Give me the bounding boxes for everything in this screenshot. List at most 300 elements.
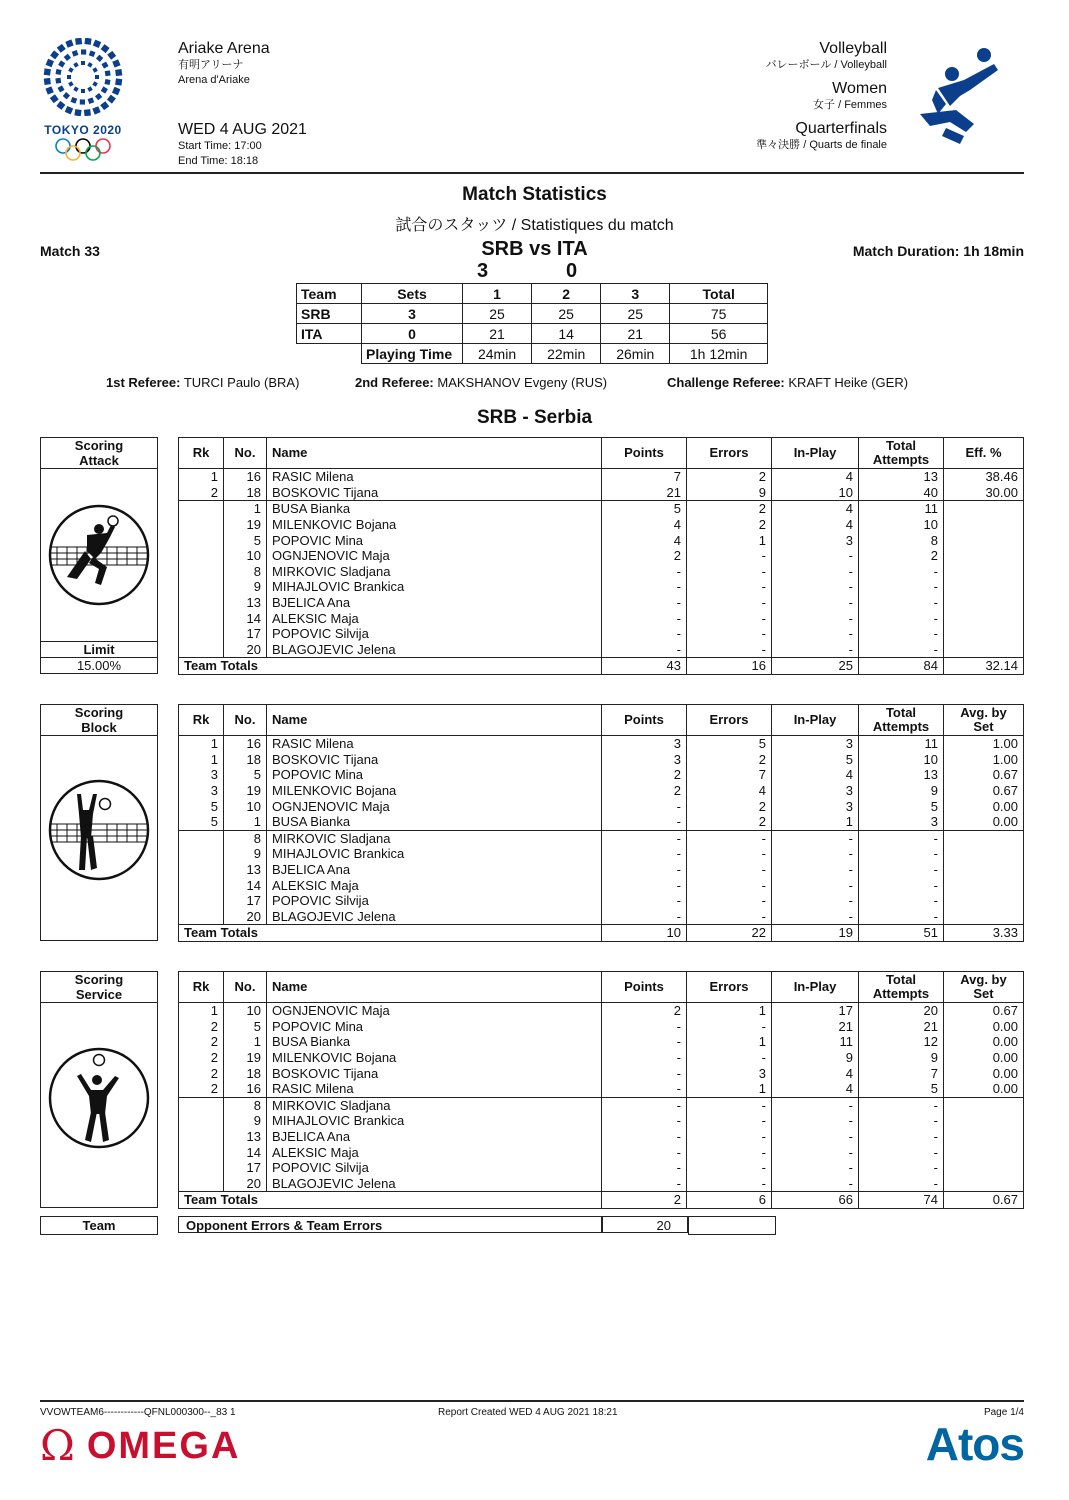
games-logo-text: TOKYO 2020: [44, 123, 122, 137]
points-cell: -: [602, 1081, 687, 1097]
inplay-cell: 9: [772, 1050, 859, 1066]
points-cell: 7: [602, 469, 687, 485]
rank-cell: [179, 893, 224, 909]
col-points: Points: [602, 705, 687, 736]
points-cell: -: [602, 595, 687, 611]
points-cell: 2: [602, 1003, 687, 1019]
number-cell: 13: [224, 862, 267, 878]
team-errors-value: 20: [602, 1216, 688, 1233]
match-teams: SRB vs ITA: [481, 238, 588, 260]
errors-cell: -: [687, 846, 772, 862]
col-total-attempts: Total Attempts: [859, 438, 944, 469]
player-name-cell: ALEKSIC Maja: [267, 1144, 602, 1160]
attempts-cell: -: [859, 846, 944, 862]
phase-name-sub: 準々決勝 / Quarts de finale: [756, 139, 887, 151]
points-cell: 5: [602, 501, 687, 517]
team-totals-cell: 16: [687, 658, 772, 675]
stat-cell: [944, 1176, 1024, 1192]
playing-time-label: Playing Time: [362, 344, 463, 364]
attempts-cell: -: [859, 909, 944, 925]
number-cell: 9: [224, 1113, 267, 1129]
player-row: [179, 564, 1024, 580]
stat-cell: 38.46: [944, 469, 1024, 485]
service-header-row: [179, 972, 1024, 1003]
col-points: Points: [602, 438, 687, 469]
errors-cell: -: [687, 1144, 772, 1160]
rank-cell: 1: [179, 469, 224, 485]
errors-cell: 3: [687, 1065, 772, 1081]
player-row: [179, 1160, 1024, 1176]
attack-side-bottom: Attack: [79, 453, 119, 468]
player-name-cell: POPOVIC Silvija: [267, 626, 602, 642]
block-header-row: [179, 705, 1024, 736]
inplay-cell: -: [772, 830, 859, 846]
player-row: [179, 501, 1024, 517]
inplay-cell: -: [772, 1129, 859, 1145]
rank-cell: 5: [179, 798, 224, 814]
player-row: [179, 1034, 1024, 1050]
attempts-cell: -: [859, 610, 944, 626]
number-cell: 10: [224, 548, 267, 564]
sets-header-total: Total: [670, 284, 768, 304]
rank-cell: 2: [179, 1019, 224, 1035]
number-cell: 16: [224, 469, 267, 485]
team-totals-cell: 10: [602, 925, 687, 942]
date-block: [178, 121, 307, 169]
attempts-cell: 8: [859, 532, 944, 548]
team-totals-cell: 6: [687, 1192, 772, 1209]
stat-cell: 1.00: [944, 736, 1024, 752]
inplay-cell: 4: [772, 501, 859, 517]
stat-cell: 0.00: [944, 798, 1024, 814]
header-divider: [40, 172, 1024, 174]
challenge-referee: [667, 375, 908, 390]
inplay-cell: -: [772, 642, 859, 658]
rank-cell: [179, 1097, 224, 1113]
inplay-cell: -: [772, 909, 859, 925]
col-eff: Eff. %: [944, 438, 1024, 469]
player-name-cell: MILENKOVIC Bojana: [267, 517, 602, 533]
points-cell: -: [602, 1144, 687, 1160]
player-row: [179, 1144, 1024, 1160]
player-row: [179, 798, 1024, 814]
second-referee-label: 2nd Referee:: [355, 375, 434, 390]
col-errors: Errors: [687, 972, 772, 1003]
number-cell: 20: [224, 1176, 267, 1192]
rank-cell: [179, 642, 224, 658]
inplay-cell: 4: [772, 1081, 859, 1097]
number-cell: 9: [224, 846, 267, 862]
player-name-cell: BUSA Bianka: [267, 501, 602, 517]
player-name-cell: BJELICA Ana: [267, 862, 602, 878]
errors-cell: -: [687, 564, 772, 580]
player-row: [179, 736, 1024, 752]
attempts-cell: 3: [859, 814, 944, 830]
player-row: [179, 1176, 1024, 1192]
sets-header-set2: 2: [532, 284, 601, 304]
col-total-attempts: Total Attempts: [859, 972, 944, 1003]
team-totals-cell: 51: [859, 925, 944, 942]
attempts-cell: -: [859, 626, 944, 642]
number-cell: 19: [224, 1050, 267, 1066]
col-no: No.: [224, 972, 267, 1003]
errors-cell: -: [687, 579, 772, 595]
team-totals-cell: 25: [772, 658, 859, 675]
points-cell: -: [602, 846, 687, 862]
player-name-cell: BUSA Bianka: [267, 814, 602, 830]
errors-cell: 1: [687, 532, 772, 548]
team-totals-cell: 2: [602, 1192, 687, 1209]
inplay-cell: -: [772, 1160, 859, 1176]
attempts-cell: -: [859, 1129, 944, 1145]
omega-symbol-icon: Ω: [40, 1421, 75, 1470]
stat-cell: [944, 862, 1024, 878]
sets-cell: 0: [362, 324, 463, 344]
footer-divider: [40, 1400, 1024, 1402]
player-row: [179, 783, 1024, 799]
rank-cell: [179, 862, 224, 878]
number-cell: 10: [224, 798, 267, 814]
sets-header-team: Team: [297, 284, 362, 304]
attempts-cell: 11: [859, 736, 944, 752]
inplay-cell: -: [772, 1113, 859, 1129]
stat-cell: [944, 1160, 1024, 1176]
number-cell: 19: [224, 517, 267, 533]
inplay-cell: 3: [772, 798, 859, 814]
second-referee: [355, 375, 607, 390]
player-name-cell: MIHAJLOVIC Brankica: [267, 579, 602, 595]
stat-cell: [944, 893, 1024, 909]
rank-cell: 1: [179, 736, 224, 752]
sets-header-set3: 3: [601, 284, 670, 304]
service-side-title: [40, 972, 158, 1003]
points-cell: -: [602, 909, 687, 925]
inplay-cell: 4: [772, 517, 859, 533]
player-name-cell: ALEKSIC Maja: [267, 877, 602, 893]
errors-cell: 1: [687, 1081, 772, 1097]
points-cell: -: [602, 626, 687, 642]
errors-cell: 7: [687, 767, 772, 783]
stat-cell: [944, 626, 1024, 642]
col-rk: Rk: [179, 705, 224, 736]
number-cell: 8: [224, 1097, 267, 1113]
number-cell: 5: [224, 1019, 267, 1035]
team-totals-cell: 32.14: [944, 658, 1024, 675]
player-name-cell: OGNJENOVIC Maja: [267, 1003, 602, 1019]
player-name-cell: POPOVIC Mina: [267, 767, 602, 783]
col-inplay: In-Play: [772, 438, 859, 469]
service-side-top: Scoring: [74, 972, 124, 987]
attempts-cell: 13: [859, 469, 944, 485]
errors-cell: -: [687, 642, 772, 658]
player-row: [179, 469, 1024, 485]
rank-cell: 2: [179, 1081, 224, 1097]
team-totals-cell: 3.33: [944, 925, 1024, 942]
rank-cell: [179, 626, 224, 642]
points-cell: -: [602, 642, 687, 658]
team-totals-cell: 74: [859, 1192, 944, 1209]
player-name-cell: BLAGOJEVIC Jelena: [267, 1176, 602, 1192]
errors-cell: -: [687, 595, 772, 611]
attempts-cell: -: [859, 1144, 944, 1160]
match-date: WED 4 AUG 2021: [178, 121, 307, 138]
player-name-cell: BOSKOVIC Tijana: [267, 752, 602, 768]
second-referee-name: MAKSHANOV Evgeny (RUS): [437, 375, 608, 390]
stat-cell: 0.67: [944, 767, 1024, 783]
team-totals-cell: 66: [772, 1192, 859, 1209]
service-side-bottom: Service: [75, 987, 123, 1002]
stat-cell: [944, 1113, 1024, 1129]
attempts-cell: 10: [859, 752, 944, 768]
playing-time-cell: 22min: [532, 344, 601, 364]
stat-cell: [944, 564, 1024, 580]
player-name-cell: RASIC Milena: [267, 1081, 602, 1097]
match-duration: Match Duration: 1h 18min: [852, 243, 1024, 259]
number-cell: 20: [224, 909, 267, 925]
col-no: No.: [224, 705, 267, 736]
stat-cell: 0.00: [944, 1019, 1024, 1035]
points-cell: 21: [602, 485, 687, 501]
team-totals-cell: 84: [859, 658, 944, 675]
sets-cell: 21: [463, 324, 532, 344]
points-cell: -: [602, 1019, 687, 1035]
stat-cell: [944, 501, 1024, 517]
venue-name-fr: Arena d'Ariake: [178, 74, 250, 86]
inplay-cell: -: [772, 846, 859, 862]
inplay-cell: 21: [772, 1019, 859, 1035]
number-cell: 13: [224, 1129, 267, 1145]
team-errors-empty: [688, 1216, 776, 1235]
block-side-bottom: Block: [81, 720, 117, 735]
sets-row-playing-time: [297, 344, 768, 364]
points-cell: 2: [602, 783, 687, 799]
errors-cell: 2: [687, 798, 772, 814]
inplay-cell: -: [772, 564, 859, 580]
attempts-cell: 9: [859, 1050, 944, 1066]
phase-block: [756, 120, 887, 152]
team-totals-row: [179, 925, 1024, 942]
inplay-cell: -: [772, 595, 859, 611]
tokyo-emblem-icon: [42, 38, 124, 116]
col-inplay: In-Play: [772, 705, 859, 736]
stat-cell: 0.00: [944, 1081, 1024, 1097]
player-row: [179, 767, 1024, 783]
errors-cell: -: [687, 1113, 772, 1129]
number-cell: 20: [224, 642, 267, 658]
player-row: [179, 909, 1024, 925]
sets-cell: 25: [463, 304, 532, 324]
errors-cell: 2: [687, 814, 772, 830]
points-cell: -: [602, 564, 687, 580]
sets-row-ita: [297, 324, 768, 344]
attack-limit: [40, 641, 158, 673]
rank-cell: [179, 564, 224, 580]
page-number: Page 1/4: [983, 1407, 1024, 1418]
number-cell: 1: [224, 501, 267, 517]
errors-cell: 2: [687, 501, 772, 517]
attempts-cell: -: [859, 1113, 944, 1129]
end-time: End Time: 18:18: [178, 155, 259, 167]
player-name-cell: MIRKOVIC Sladjana: [267, 564, 602, 580]
col-points: Points: [602, 972, 687, 1003]
inplay-cell: -: [772, 893, 859, 909]
first-referee: [106, 375, 299, 390]
errors-cell: -: [687, 610, 772, 626]
number-cell: 18: [224, 1065, 267, 1081]
inplay-cell: -: [772, 877, 859, 893]
number-cell: 8: [224, 564, 267, 580]
number-cell: 16: [224, 1081, 267, 1097]
omega-logo: [40, 1421, 241, 1470]
errors-cell: 5: [687, 736, 772, 752]
points-cell: -: [602, 1113, 687, 1129]
stat-cell: [944, 595, 1024, 611]
player-row: [179, 877, 1024, 893]
attempts-cell: -: [859, 1160, 944, 1176]
venue-name-jp: 有明アリーナ: [178, 59, 244, 71]
attempts-cell: -: [859, 862, 944, 878]
errors-cell: -: [687, 1160, 772, 1176]
errors-cell: -: [687, 862, 772, 878]
stat-cell: [944, 1097, 1024, 1113]
inplay-cell: 5: [772, 752, 859, 768]
team-totals-cell: 22: [687, 925, 772, 942]
col-errors: Errors: [687, 705, 772, 736]
block-body: [179, 736, 1024, 942]
first-referee-name: TURCI Paulo (BRA): [183, 375, 300, 390]
team-totals-cell: 19: [772, 925, 859, 942]
team-totals-cell: 0.67: [944, 1192, 1024, 1209]
attack-side-top: Scoring: [74, 438, 124, 453]
team-totals-label: Team Totals: [179, 1192, 602, 1209]
points-cell: -: [602, 862, 687, 878]
player-row: [179, 1129, 1024, 1145]
points-cell: 2: [602, 767, 687, 783]
rank-cell: [179, 830, 224, 846]
points-cell: -: [602, 1176, 687, 1192]
rank-cell: 2: [179, 1034, 224, 1050]
playing-time-cell: 26min: [601, 344, 670, 364]
points-cell: -: [602, 1097, 687, 1113]
sets-row-srb: [297, 304, 768, 324]
attempts-cell: -: [859, 595, 944, 611]
number-cell: 18: [224, 752, 267, 768]
errors-cell: -: [687, 1097, 772, 1113]
attempts-cell: -: [859, 830, 944, 846]
team-totals-row: [179, 658, 1024, 675]
number-cell: 8: [224, 830, 267, 846]
points-cell: 3: [602, 752, 687, 768]
challenge-referee-name: KRAFT Heike (GER): [788, 375, 909, 390]
number-cell: 16: [224, 736, 267, 752]
rank-cell: 5: [179, 814, 224, 830]
report-code: VVOWTEAM6------------QFNL000300--_83 1: [40, 1407, 236, 1418]
rank-cell: 2: [179, 1065, 224, 1081]
number-cell: 14: [224, 877, 267, 893]
stat-cell: [944, 877, 1024, 893]
player-name-cell: BJELICA Ana: [267, 595, 602, 611]
attempts-cell: 21: [859, 1019, 944, 1035]
player-name-cell: BJELICA Ana: [267, 1129, 602, 1145]
rank-cell: 2: [179, 1050, 224, 1066]
sets-cell: 21: [601, 324, 670, 344]
number-cell: 1: [224, 1034, 267, 1050]
rank-cell: [179, 877, 224, 893]
player-name-cell: BUSA Bianka: [267, 1034, 602, 1050]
rank-cell: 1: [179, 1003, 224, 1019]
errors-cell: 2: [687, 469, 772, 485]
team-totals-label: Team Totals: [179, 925, 602, 942]
player-row: [179, 752, 1024, 768]
inplay-cell: -: [772, 1176, 859, 1192]
inplay-cell: -: [772, 1144, 859, 1160]
match-label: Match 33: [40, 243, 100, 259]
player-row: [179, 830, 1024, 846]
block-pictogram-icon: [47, 778, 151, 882]
rank-cell: [179, 532, 224, 548]
attempts-cell: -: [859, 877, 944, 893]
attack-body: [179, 469, 1024, 675]
stat-cell: 30.00: [944, 485, 1024, 501]
col-errors: Errors: [687, 438, 772, 469]
errors-cell: -: [687, 909, 772, 925]
col-name: Name: [267, 972, 602, 1003]
stat-cell: 0.00: [944, 1034, 1024, 1050]
rank-cell: 2: [179, 485, 224, 501]
inplay-cell: -: [772, 862, 859, 878]
stat-cell: [944, 1144, 1024, 1160]
sets-cell: 25: [532, 304, 601, 324]
player-row: [179, 548, 1024, 564]
errors-cell: 1: [687, 1003, 772, 1019]
errors-cell: -: [687, 548, 772, 564]
rank-cell: [179, 517, 224, 533]
stat-cell: 0.67: [944, 1003, 1024, 1019]
attempts-cell: 7: [859, 1065, 944, 1081]
number-cell: 17: [224, 1160, 267, 1176]
attempts-cell: -: [859, 893, 944, 909]
player-name-cell: MIRKOVIC Sladjana: [267, 830, 602, 846]
errors-cell: -: [687, 1050, 772, 1066]
points-cell: -: [602, 610, 687, 626]
inplay-cell: 11: [772, 1034, 859, 1050]
player-name-cell: BLAGOJEVIC Jelena: [267, 909, 602, 925]
errors-cell: -: [687, 877, 772, 893]
player-row: [179, 579, 1024, 595]
inplay-cell: -: [772, 548, 859, 564]
sets-table: [296, 283, 768, 364]
points-cell: -: [602, 1160, 687, 1176]
attempts-cell: 10: [859, 517, 944, 533]
stat-cell: 0.00: [944, 1050, 1024, 1066]
player-row: [179, 846, 1024, 862]
player-row: [179, 1097, 1024, 1113]
phase-name: Quarterfinals: [795, 120, 887, 137]
stat-cell: [944, 579, 1024, 595]
errors-cell: 1: [687, 1034, 772, 1050]
number-cell: 1: [224, 814, 267, 830]
player-row: [179, 485, 1024, 501]
attempts-cell: 12: [859, 1034, 944, 1050]
points-cell: -: [602, 877, 687, 893]
points-cell: 2: [602, 548, 687, 564]
service-pictogram-icon: [47, 1046, 151, 1150]
rank-cell: [179, 1144, 224, 1160]
player-row: [179, 1081, 1024, 1097]
player-name-cell: OGNJENOVIC Maja: [267, 798, 602, 814]
sets-cell: 56: [670, 324, 768, 344]
gender-name: Women: [832, 80, 887, 97]
